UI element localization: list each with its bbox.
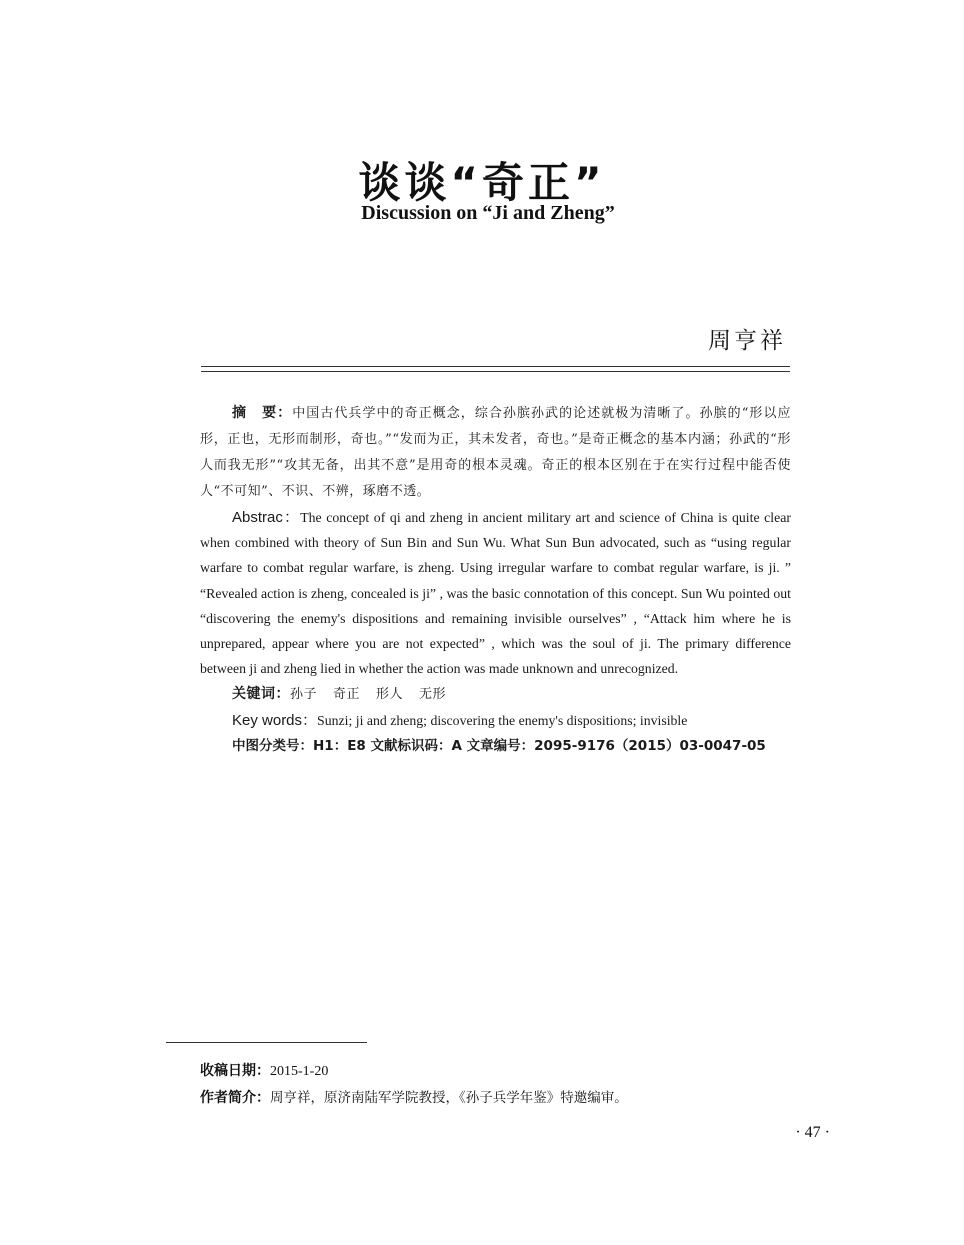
title-english: Discussion on “Ji and Zheng” [361,202,615,224]
keywords-en-label: Key words： [232,712,318,730]
keyword-item: 无形 [419,687,447,703]
abstract-cn-text: 中国古代兵学中的奇正概念，综合孙膑孙武的论述就极为清晰了。孙膑的“形以应形，正也，无形而制形，奇也。”“发而为正，其未发者，奇也。”是奇正概念的基本内涵；孙武的“形人而我无形”“攻其无备，出其不意”是用奇的根本灵魂。奇正的根本区别在于在实行过程中能否使人“不可知”、不识、不辨，琢磨不透。 [200,406,792,499]
abstract-en-text: The concept of qi and zheng in ancient military art and science of China is quite clear when combined with theory of Sun Bin and Sun Wu. What Sun Bun advocated, such as “using regular warfare to combat regular warfare, is zheng. Using irregular warfare to combat regular warfare, is ji. ” “Revealed action is zheng, concealed is ji” , was the basic connotation of this concept. Sun Wu pointed out “discovering the enemy's dispositions and remaining invisible ourselves” , “Attack him where he is unprepared, appear where you are not expected” , which was the soul of ji. The primary difference between ji and zheng lied in whether the action was made unknown and unrecognized. [200,510,791,677]
footnote-divider [166,1042,367,1043]
abstract-english [200,505,791,681]
header-rule-top [201,366,790,367]
header-rule-bottom [201,371,790,372]
received-label: 收稿日期： [200,1063,270,1079]
keywords-en-text: Sunzi; ji and zheng; discovering the enemy's dispositions; invisible [317,713,688,729]
footnote-author [200,1086,628,1107]
abstract-section [200,400,791,759]
page-number: · 47 · [795,1124,830,1141]
keyword-item: 形人 [376,687,404,703]
footnote-received [200,1060,328,1080]
abstract-en-label: Abstrac： [232,509,301,526]
abstract-chinese [200,400,791,505]
received-value: 2015-1-20 [270,1064,329,1079]
author-bio-label: 作者简介： [200,1090,270,1106]
keywords-chinese [200,681,791,708]
keyword-item: 孙子 [290,687,318,703]
author-bio-value: 周亨祥，原济南陆军学院教授，《孙子兵学年鉴》特邀编审。 [270,1090,628,1106]
keywords-cn-label: 关键词： [232,686,290,703]
author-name: 周亨祥 [708,328,786,354]
keywords-english [200,708,791,733]
title-chinese: 谈谈“奇正” [358,158,606,207]
keyword-item: 奇正 [333,687,361,703]
abstract-cn-label: 摘 要： [232,405,293,421]
classification-text: 中图分类号：H1：E8 文献标识码：A 文章编号：2095-9176（2015）03-0047-05 [232,737,766,754]
classification-line [200,734,791,759]
